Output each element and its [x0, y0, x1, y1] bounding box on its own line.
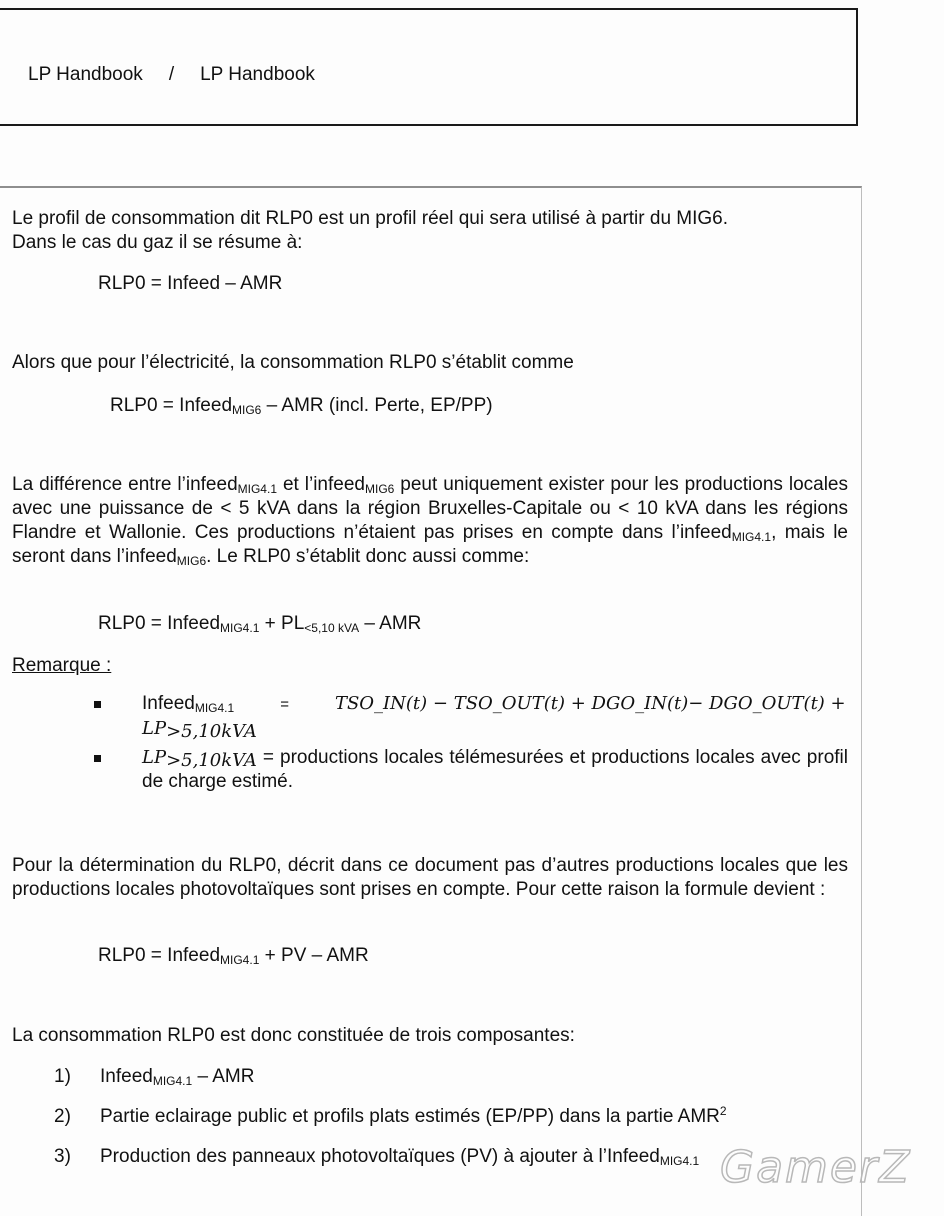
- breadcrumb-item-2[interactable]: LP Handbook: [200, 64, 315, 85]
- list-item-2: 2) Partie eclairage public et profils plats estimés (EP/PP) dans la partie AMR$^2$: [54, 1104, 727, 1127]
- formula-with-pl: RLP0 = Infeed$_{MIG4.1}$ + $PL_{<5,10 kVA}$ – AMR: [98, 613, 422, 635]
- watermark-logo: GamerZ: [720, 1142, 912, 1193]
- bullet-square-icon: [94, 701, 101, 708]
- formula-gas: RLP0 = Infeed – AMR: [98, 273, 283, 294]
- list-item-3: 3) Production des panneaux photovoltaïques (PV) à ajouter à l’Infeed$_{MIG4.1}$: [54, 1146, 700, 1168]
- breadcrumb-separator: /: [168, 64, 175, 85]
- bullet-square-icon: [94, 755, 101, 762]
- breadcrumb: [28, 64, 315, 86]
- breadcrumb-item-1[interactable]: LP Handbook: [28, 64, 143, 85]
- bullet-lp-definition: $LP_{>5,10kVA}$ = productions locales télémesurées et productions locales avec profil de charge estimé.: [94, 746, 848, 794]
- paragraph-components: La consommation RLP0 est donc constituée de trois composantes:: [12, 1025, 575, 1046]
- intro-line-1: Le profil de consommation dit RLP0 est un profil réel qui sera utilisé à partir du MIG6.: [12, 208, 729, 229]
- list-item-1: 1) Infeed$_{MIG4.1}$ – AMR: [54, 1066, 255, 1088]
- bullet-infeed: Infeed$_{MIG4.1}$ = TSO_IN(t) − TSO_OUT(t) + DGO_IN(t)− DGO_OUT(t) + $LP_{>5,10kVA}$: [94, 692, 848, 741]
- paragraph-intro: [12, 207, 848, 255]
- footnote-ref[interactable]: 2: [719, 1104, 727, 1118]
- remarque-heading: Remarque :: [12, 655, 112, 676]
- formula-with-pv: RLP0 = Infeed$_{MIG4.1}$ + PV – AMR: [98, 945, 369, 967]
- formula-electricity: RLP0 = Infeed$_{MIG6}$ – AMR (incl. Perte, EP/PP): [110, 395, 493, 417]
- intro-line-2: Dans le cas du gaz il se résume à:: [12, 232, 303, 253]
- paragraph-determination: Pour la détermination du RLP0, décrit dans ce document pas d’autres productions locales que les productions locales photovoltaïques sont prises en compte. Pour cette raison la formule devient :: [12, 855, 848, 900]
- paragraph-electricity: Alors que pour l’électricité, la consommation RLP0 s’établit comme: [12, 352, 574, 373]
- paragraph-difference: La différence entre l’infeed$_{MIG4.1}$ et l’infeed$_{MIG6}$ peut uniquement exister pour les productions locales avec une puissance de < 5 kVA dans la région Bruxelles-Capitale ou < 10 kVA dans les régions Flandre et Wallonie. Ces productions n’étaient pas prises en compte dans l’infeed$_{MIG4.1}$, mais le seront dans l’infeed$_{MIG6}$. Le RLP0 s’établit donc aussi comme:: [12, 474, 848, 568]
